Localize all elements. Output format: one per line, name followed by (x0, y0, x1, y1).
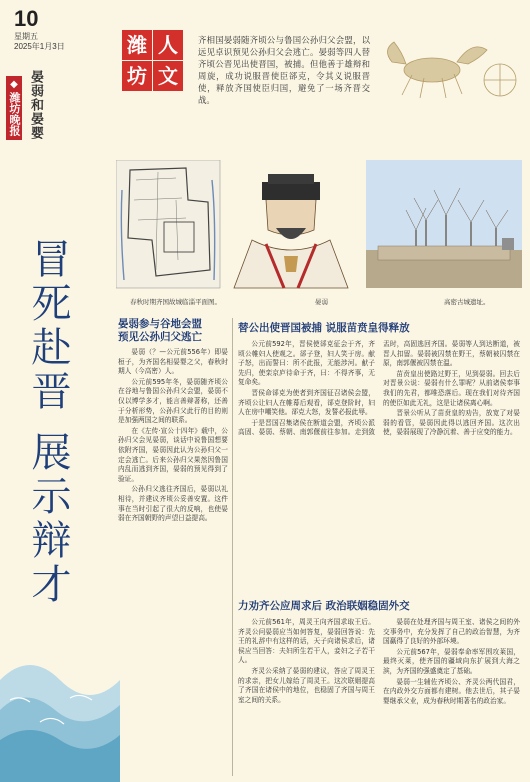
paragraph: 晏弱一生辅佐齐顷公、齐灵公两代国君，在内政外交方面都有建树。他去世后，其子晏婴继承父业，成为春秋时期著名的政治家。 (383, 677, 520, 705)
paragraph: 公元前561年，周灵王向齐国求取王后。齐灵公问晏弱应当如何答复，晏弱回答说：先王的礼辞中有这样的话，天子向诸侯求后，诸侯应当回答：夫妇所生若干人，妾妇之子若干人。 (238, 618, 375, 665)
column-logo (122, 30, 184, 92)
section-3-heading: 力劝齐公应周求后 政治联姻稳固外交 (238, 600, 410, 612)
wave-decoration-icon (0, 640, 120, 782)
paragraph: 公孙归父逃往齐国后，晏弱以礼相待，并建议齐顷公妥善安置。这件事在当时引起了很大的反响，也使晏弱在齐国朝野的声望日益提高。 (118, 485, 228, 523)
page-date (14, 32, 65, 52)
weekday: 星期五 (14, 32, 38, 41)
paragraph: 晏弱在处理齐国与周王室、诸侯之间的外交事务中，充分发挥了自己的政治智慧，为齐国赢得了良好的外部环境。 (383, 618, 520, 646)
portrait-caption: 晏弱 (315, 298, 328, 306)
section-title: 晏弱和晏婴 (28, 70, 43, 140)
main-title: 冒死赴晋 展示辩才 (25, 238, 71, 607)
ruins-photo-image (366, 160, 522, 288)
page-number: 10 (14, 6, 39, 31)
date: 2025年1月3日 (14, 42, 65, 51)
city-map-image (116, 160, 220, 288)
brand-name: 潍坊晚报 (8, 92, 21, 136)
section-1-heading: 晏弱参与谷地会盟 预见公孙归父逃亡 (118, 318, 202, 343)
logo-char-3: 坊 (122, 61, 152, 91)
paragraph: 晋景公听从了苗贲皇的劝告，放宽了对晏弱的看管，晏弱因此得以逃回齐国。这次出使，晏弱展现了冷静沉着、善于应变的能力。 (383, 409, 520, 437)
column-divider (232, 318, 233, 776)
section-2-body (238, 340, 520, 580)
paragraph: 在《左传·宣公十四年》载中，公孙归父会见晏弱，谈话中说鲁国想要依附齐国，晏弱因此认为公孙归父一定会逃亡。后来公孙归父果然因鲁国内乱而逃到齐国，晏弱的预见得到了验证。 (118, 426, 228, 483)
portrait-image (228, 160, 356, 288)
paragraph: 苗贲皇出使路过野王，见到晏弱。回去后对晋景公说：晏弱有什么罪呢？从前诸侯奉事我们的先君，都唯恐落后。现在我们对待齐国的使臣如此无礼，这是让诸侯离心啊。 (383, 369, 520, 407)
horse-chariot-decoration-icon (372, 20, 522, 102)
map-caption: 春秋时期齐国故城临淄平面图。 (130, 298, 221, 306)
paragraph: 晋侯命郤克为使者到齐国征召诸侯会盟，齐顷公让妇人在帷幕后观看，郤克登阶时，妇人在房中嘲笑他。郤克大怒，发誓必报此辱。 (238, 388, 375, 417)
section-3-body (238, 618, 520, 778)
paragraph: 公元前567年，晏弱奉命率军围攻莱国，最终灭莱，使齐国的疆域向东扩展到大海之滨，为齐国的强盛奠定了基础。 (383, 647, 520, 675)
brand-logo-icon: ◆ (10, 79, 18, 90)
photo-caption: 高密古城遗址。 (444, 298, 490, 306)
paragraph: 公元前592年，晋侯使郤克征会于齐，齐顷公帷妇人使观之。郤子登，妇人笑于房。献子怒，出而誓曰：所不此报，无能涉河。献子先归，使栾京庐待命于齐，曰：不得齐事，无复命矣。 (238, 340, 375, 387)
paragraph: 晏弱（？—公元前556年）即晏桓子，为齐国名相晏婴之父，春秋时期人（今高密）人。 (118, 348, 228, 376)
lead-paragraph: 齐相国晏弱随齐顷公与鲁国公孙归父会盟，以远见卓识预见公孙归父会逃亡。晏弱等四人替齐顷公晋见出使晋国，被捕。但他善于雄辩和周旋，成功说服晋使臣郤克，令其义说服晋使，释放齐国使臣归国，避免了一场齐晋交战。 (198, 35, 370, 105)
image-row (116, 160, 524, 308)
section-1-body (118, 348, 228, 730)
logo-char-2: 人 (153, 30, 183, 60)
section-2-heading: 替公出使晋国被捕 说服苗贲皇得释放 (238, 322, 410, 334)
paragraph: 公元前595年冬，晏弱随齐顷公在谷地与鲁国公孙归父会盟，晏弱不仅以博学多才，能言善辩著称，还善于分析形势，公孙归父此行的目的则是加强两国之间的联系。 (118, 377, 228, 425)
paragraph: 于是晋国召集诸侯在断道会盟，齐顷公派高固、晏弱、蔡朝、南郭偃前往参加。走到敛盂时，高固逃回齐国。晏弱等人到达断道，被晋人扣留。晏弱被囚禁在野王，蔡朝被囚禁在原，南郭偃被囚禁在温。 (238, 340, 520, 437)
logo-char-1: 潍 (122, 30, 152, 60)
logo-char-4: 文 (153, 61, 183, 91)
paragraph: 齐灵公采纳了晏弱的建议，答应了周灵王的求亲，把女儿嫁给了周灵王。这次联姻提高了齐国在诸侯中的地位，也稳固了齐国与周王室之间的关系。 (238, 666, 375, 704)
